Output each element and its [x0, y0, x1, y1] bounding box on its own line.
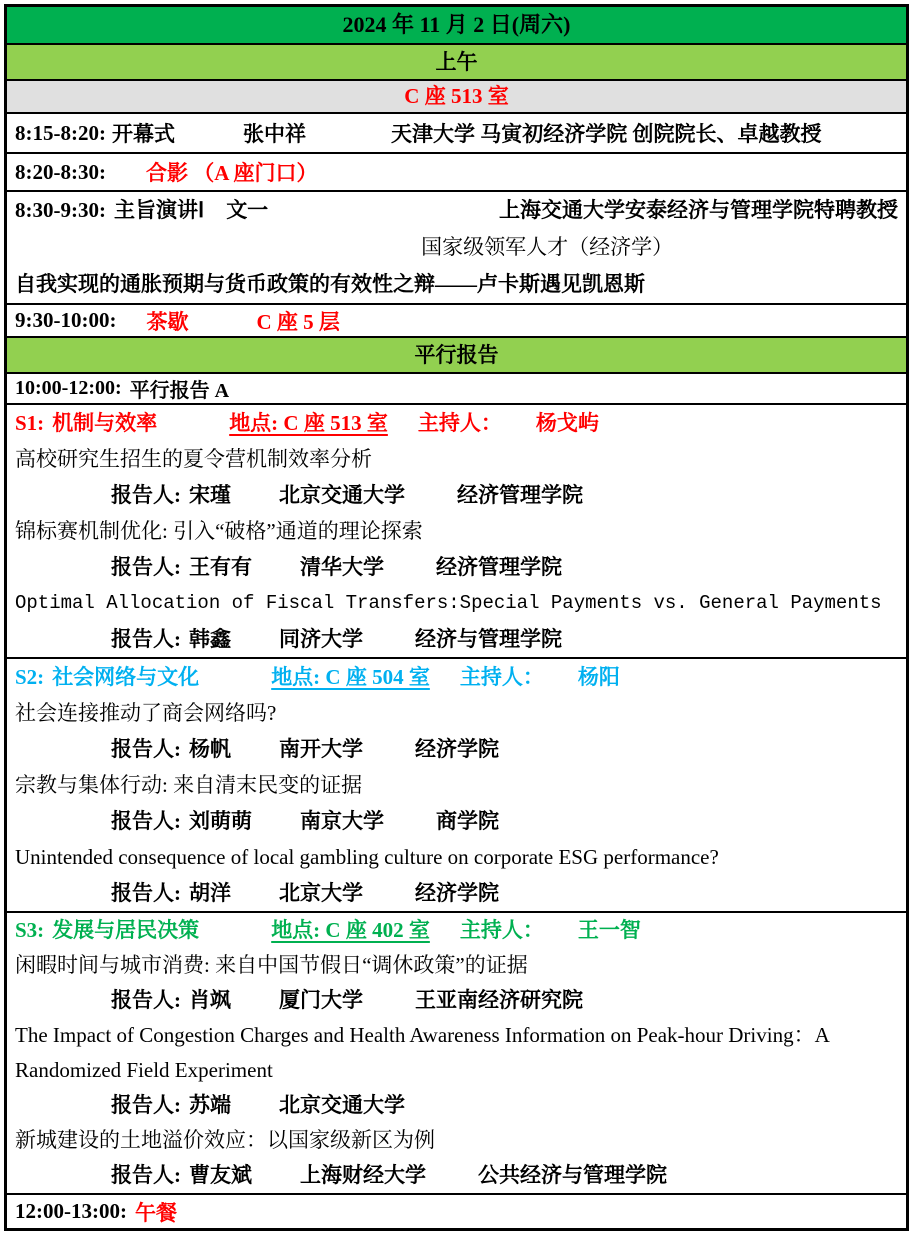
presenter-name: 胡洋 [189, 881, 231, 905]
keynote-speaker: 文一 [226, 198, 269, 222]
presenter-label: 报告人: [111, 809, 181, 833]
event-parallel-a [7, 374, 906, 405]
tea-title: 茶歇 [146, 309, 189, 334]
presenter-school: 经济学院 [415, 881, 499, 905]
session-s1-chair-label: 主持人： [417, 411, 502, 435]
session-s3-code: S3: [15, 918, 45, 942]
keynote-time: 8:30-9:30: [15, 198, 106, 222]
parallel-a-time: 10:00-12:00: [15, 377, 122, 399]
presenter-school: 王亚南经济研究院 [415, 988, 583, 1012]
session-s2-name: 社会网络与文化 [52, 665, 200, 689]
paper-title: 高校研究生招生的夏令营机制效率分析 [15, 447, 372, 471]
presenter-label: 报告人: [111, 1163, 181, 1187]
keynote-affiliation-1: 上海交通大学安泰经济与管理学院特聘教授 [499, 198, 898, 222]
event-keynote [7, 192, 906, 305]
event-tea-break [7, 305, 906, 338]
session-s3-header [15, 913, 898, 948]
presenter-label: 报告人: [111, 881, 181, 905]
paper-presenter [15, 549, 898, 585]
paper-presenter [15, 983, 898, 1018]
presenter-university: 清华大学 [300, 555, 384, 579]
session-s3-chair-label: 主持人： [459, 918, 544, 942]
presenter-label: 报告人: [111, 988, 181, 1012]
presenter-name: 肖飒 [189, 988, 231, 1012]
paper-presenter [15, 875, 898, 911]
session-s3-chair: 王一智 [577, 918, 641, 942]
paper-presenter [15, 477, 898, 513]
session-s1-header [15, 405, 898, 441]
keynote-talk-title: 自我实现的通胀预期与货币政策的有效性之辩——卢卡斯遇见凯恩斯 [15, 272, 645, 296]
presenter-name: 曹友斌 [189, 1163, 252, 1187]
session-s2-location: 地点: C 座 504 室 [271, 665, 430, 689]
paper-presenter [15, 1088, 898, 1123]
event-lunch [7, 1195, 906, 1228]
presenter-school: 经济学院 [415, 737, 499, 761]
lunch-time: 12:00-13:00: [15, 1199, 127, 1223]
room-header: C 座 513 室 [7, 81, 906, 114]
photo-time: 8:20-8:30: [15, 159, 106, 184]
presenter-university: 厦门大学 [279, 988, 363, 1012]
presenter-school: 公共经济与管理学院 [478, 1163, 667, 1187]
presenter-label: 报告人: [111, 1093, 181, 1117]
presenter-school: 商学院 [436, 809, 499, 833]
presenter-label: 报告人: [111, 483, 181, 507]
presenter-label: 报告人: [111, 737, 181, 761]
paper-title: Optimal Allocation of Fiscal Transfers:Special Payments vs. General Payments [15, 592, 882, 614]
schedule-table [4, 4, 909, 1231]
presenter-school: 经济管理学院 [436, 555, 562, 579]
presenter-name: 杨帆 [189, 737, 231, 761]
photo-title: 合影 （A 座门口） [145, 161, 318, 185]
paper-title: 社会连接推动了商会网络吗? [15, 701, 277, 725]
presenter-name: 王有有 [189, 555, 252, 579]
parallel-banner: 平行报告 [7, 338, 906, 374]
date-header: 2024 年 11 月 2 日(周六) [7, 7, 906, 45]
keynote-title: 主旨演讲Ⅰ [113, 198, 205, 222]
opening-affiliation: 天津大学 马寅初经济学院 创院院长、卓越教授 [390, 122, 822, 146]
session-s2 [7, 659, 906, 913]
session-s1-code: S1: [15, 411, 45, 435]
opening-time: 8:15-8:20: [15, 120, 106, 145]
paper-title: 锦标赛机制优化: 引入“破格”通道的理论探索 [15, 519, 423, 543]
presenter-name: 宋瑾 [189, 483, 231, 507]
presenter-label: 报告人: [111, 627, 181, 651]
event-photo [7, 154, 906, 192]
opening-speaker: 张中祥 [242, 122, 306, 146]
opening-title: 开幕式 [111, 122, 175, 146]
session-s1-chair: 杨戈屿 [535, 411, 599, 435]
session-s1-name: 机制与效率 [52, 411, 158, 435]
paper-presenter [15, 621, 898, 657]
presenter-school: 经济管理学院 [457, 483, 583, 507]
tea-location: C 座 5 层 [256, 309, 340, 334]
session-s3-location: 地点: C 座 402 室 [271, 918, 430, 942]
paper-presenter [15, 731, 898, 767]
paper-title: 闲暇时间与城市消费: 来自中国节假日“调休政策”的证据 [15, 953, 528, 977]
session-s2-header [15, 659, 898, 695]
presenter-university: 北京交通大学 [279, 1093, 405, 1117]
paper-presenter [15, 1158, 898, 1193]
presenter-university: 上海财经大学 [300, 1163, 426, 1187]
period-header-morning: 上午 [7, 45, 906, 81]
presenter-university: 同济大学 [279, 627, 363, 651]
keynote-line1 [15, 192, 898, 229]
paper-title: 新城建设的土地溢价效应：以国家级新区为例 [15, 1128, 435, 1152]
presenter-university: 南开大学 [279, 737, 363, 761]
presenter-name: 韩鑫 [189, 627, 231, 651]
presenter-name: 刘萌萌 [189, 809, 252, 833]
parallel-a-title: 平行报告 A [129, 380, 230, 402]
session-s1-location: 地点: C 座 513 室 [229, 411, 388, 435]
session-s2-chair-label: 主持人： [459, 665, 544, 689]
presenter-name: 苏端 [189, 1093, 231, 1117]
session-s2-code: S2: [15, 665, 45, 689]
presenter-university: 南京大学 [300, 809, 384, 833]
session-s3 [7, 913, 906, 1195]
presenter-university: 北京大学 [279, 881, 363, 905]
session-s2-chair: 杨阳 [577, 665, 620, 689]
tea-time: 9:30-10:00: [15, 308, 117, 332]
event-opening [7, 114, 906, 154]
presenter-university: 北京交通大学 [279, 483, 405, 507]
paper-title: The Impact of Congestion Charges and Health Awareness Information on Peak-hour Driving：A Randomized Field Experiment [15, 1023, 829, 1082]
lunch-title: 午餐 [134, 1200, 177, 1225]
session-s1 [7, 405, 906, 659]
presenter-school: 经济与管理学院 [415, 627, 562, 651]
keynote-affiliation-2: 国家级领军人才（经济学） [421, 235, 674, 259]
paper-presenter [15, 803, 898, 839]
session-s3-name: 发展与居民决策 [52, 918, 200, 942]
paper-title: Unintended consequence of local gambling culture on corporate ESG performance? [15, 845, 719, 869]
presenter-label: 报告人: [111, 555, 181, 579]
paper-title: 宗教与集体行动: 来自清末民变的证据 [15, 773, 363, 797]
